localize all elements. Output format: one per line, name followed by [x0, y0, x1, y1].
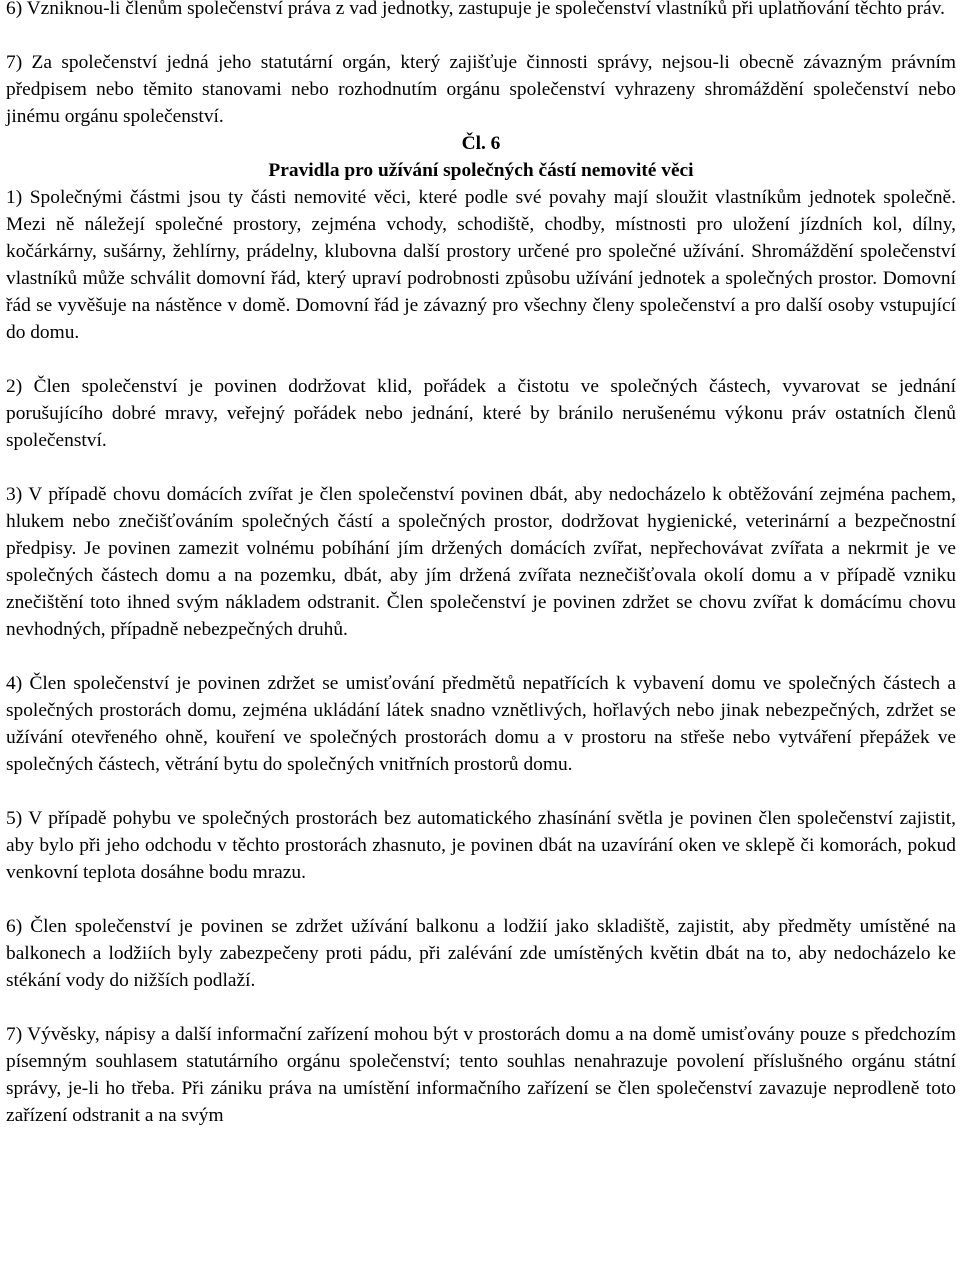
- article-paragraph-2: 2) Člen společenství je povinen dodržovat klid, pořádek a čistotu ve společných částech, vyvarovat se jednání porušujícího dobré mravy, veřejný pořádek nebo jednání, které by bránilo nerušenému výkonu práv ostatních členů společenství.: [6, 376, 956, 451]
- article-title: Pravidla pro užívání společných částí nemovité věci: [268, 160, 694, 181]
- paragraph-intro-7: 7) Za společenství jedná jeho statutární orgán, který zajišťuje činnosti správy, nejsou-li obecně závazným právním předpisem nebo těmito stanovami nebo rozhodnutím orgánu společenství vyhrazeny shromáždění společenství nebo jinému orgánu společenství.: [6, 52, 956, 127]
- paragraph-intro-6: 6) Vzniknou-li členům společenství práva z vad jednotky, zastupuje je společenství vlastníků při uplatňování těchto práv.: [6, 0, 945, 19]
- article-paragraph-1: 1) Společnými částmi jsou ty části nemovité věci, které podle své povahy mají sloužit vlastníkům jednotek společně. Mezi ně náležejí společné prostory, zejména vchody, schodiště, chodby, místnosti pro uložení jízdních kol, dílny, kočárkárny, sušárny, žehlírny, prádelny, klubovna další prostory určené pro společné užívání. Shromáždění společenství vlastníků může schválit domovní řád, který upraví podrobnosti způsobu užívání jednotek a společných prostor. Domovní řád se vyvěšuje na nástěnce v domě. Domovní řád je závazný pro všechny členy společenství a pro další osoby vstupující do domu.: [6, 187, 956, 343]
- article-paragraph-5: 5) V případě pohybu ve společných prostorách bez automatického zhasínání světla je povinen člen společenství zajistit, aby bylo při jeho odchodu v těchto prostorách zhasnuto, je povinen dbát na uzavírání oken ve sklepě či komorách, pokud venkovní teplota dosáhne bodu mrazu.: [6, 808, 956, 883]
- article-paragraph-6: 6) Člen společenství je povinen se zdržet užívání balkonu a lodžií jako skladiště, zajistit, aby předměty umístěné na balkonech a lodžiích byly zabezpečeny proti pádu, při zalévání zde umístěných květin dbát na to, aby nedocházelo ke stékání vody do nižších podlaží.: [6, 916, 956, 991]
- article-paragraph-4: 4) Člen společenství je povinen zdržet se umisťování předmětů nepatřících k vybavení domu ve společných částech a společných prostorách domu, zejména ukládání látek snadno vznětlivých, hořlavých nebo jinak nebezpečných, zdržet se užívání otevřeného ohně, kouření ve společných prostorách domu a v prostoru na střeše nebo vytváření přepážek ve společných částech, větrání bytu do společných vnitřních prostorů domu.: [6, 673, 956, 775]
- article-paragraph-7: 7) Vývěsky, nápisy a další informační zařízení mohou být v prostorách domu a na domě umisťovány pouze s předchozím písemným souhlasem statutárního orgánu společenství; tento souhlas nenahrazuje povolení příslušného orgánu státní správy, je-li ho třeba. Při zániku práva na umístění informačního zařízení se člen společenství zavazuje neprodleně toto zařízení odstranit a na svým: [6, 1024, 956, 1126]
- article-paragraph-3: 3) V případě chovu domácích zvířat je člen společenství povinen dbát, aby nedocházelo k obtěžování zejména pachem, hlukem nebo znečišťováním společných částí a společných prostor, dodržovat hygienické, veterinární a bezpečnostní předpisy. Je povinen zamezit volnému pobíhání jím držených domácích zvířat, nepřechovávat zvířata a nekrmit je ve společných částech domu a na pozemku, dbát, aby jím držená zvířata neznečišťovala okolí domu a v případě vzniku znečištění toto ihned svým nákladem odstranit. Člen společenství je povinen zdržet se chovu zvířat k domácímu chovu nevhodných, případně nebezpečných druhů.: [6, 484, 956, 640]
- document-page: [6, 0, 956, 1129]
- article-number: Čl. 6: [461, 133, 501, 154]
